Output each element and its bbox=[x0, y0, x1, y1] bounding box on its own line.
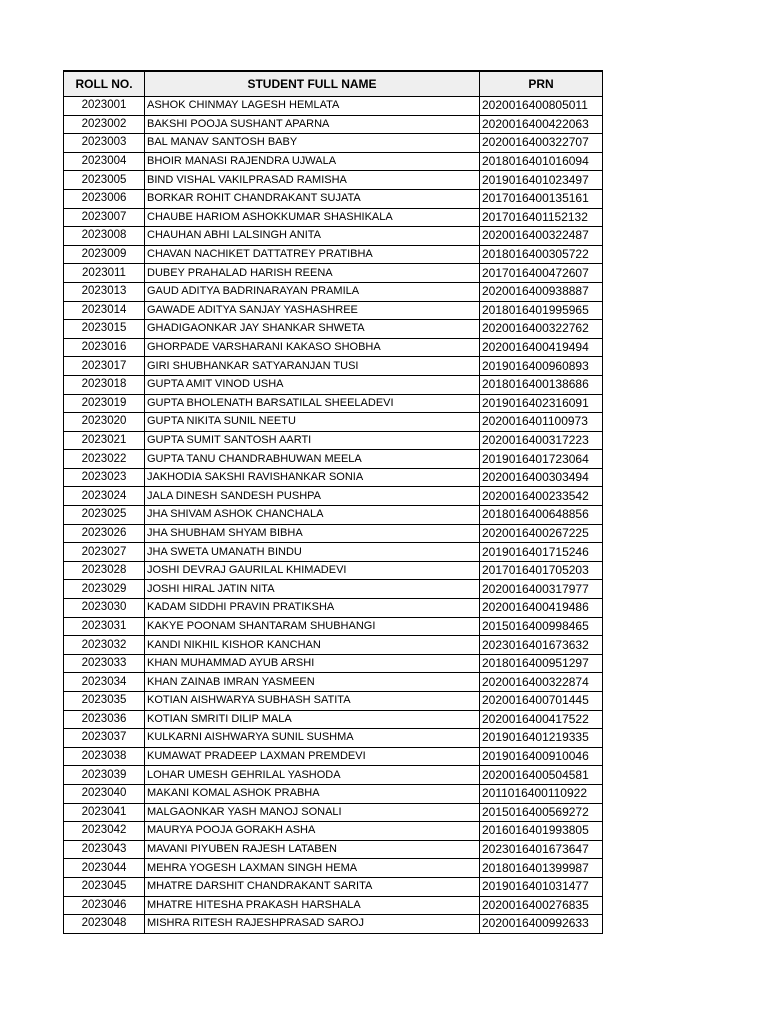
prn-cell: 2017016400135161 bbox=[480, 189, 603, 208]
prn-cell: 2019016401219335 bbox=[480, 729, 603, 748]
student-name-cell: GUPTA TANU CHANDRABHUWAN MEELA bbox=[145, 450, 480, 469]
prn-cell: 2020016400422063 bbox=[480, 115, 603, 134]
student-name-cell: CHAUHAN ABHI LALSINGH ANITA bbox=[145, 227, 480, 246]
table-row bbox=[64, 877, 603, 896]
prn-cell: 2020016400504581 bbox=[480, 766, 603, 785]
roll-no-cell: 2023018 bbox=[64, 375, 145, 394]
prn-cell: 2020016400276835 bbox=[480, 896, 603, 915]
table-row bbox=[64, 784, 603, 803]
roll-no-cell: 2023001 bbox=[64, 97, 145, 116]
roll-no-cell: 2023030 bbox=[64, 599, 145, 618]
table-row bbox=[64, 599, 603, 618]
student-name-cell: DUBEY PRAHALAD HARISH REENA bbox=[145, 264, 480, 283]
student-name-cell: JOSHI HIRAL JATIN NITA bbox=[145, 580, 480, 599]
table-row bbox=[64, 487, 603, 506]
student-name-cell: KHAN ZAINAB IMRAN YASMEEN bbox=[145, 673, 480, 692]
prn-cell: 2018016400648856 bbox=[480, 506, 603, 525]
prn-cell: 2020016400303494 bbox=[480, 468, 603, 487]
prn-cell: 2018016400305722 bbox=[480, 245, 603, 264]
student-name-cell: KOTIAN SMRITI DILIP MALA bbox=[145, 710, 480, 729]
student-name-cell: GUPTA SUMIT SANTOSH AARTI bbox=[145, 431, 480, 450]
table-row bbox=[64, 189, 603, 208]
roll-no-cell: 2023017 bbox=[64, 357, 145, 376]
table-row bbox=[64, 840, 603, 859]
table-row bbox=[64, 431, 603, 450]
table-row bbox=[64, 468, 603, 487]
prn-cell: 2020016400233542 bbox=[480, 487, 603, 506]
student-name-cell: MISHRA RITESH RAJESHPRASAD SAROJ bbox=[145, 915, 480, 934]
prn-cell: 2016016401993805 bbox=[480, 822, 603, 841]
prn-cell: 2020016400322487 bbox=[480, 227, 603, 246]
prn-cell: 2020016400317977 bbox=[480, 580, 603, 599]
table-row bbox=[64, 859, 603, 878]
roll-no-cell: 2023033 bbox=[64, 654, 145, 673]
roll-no-cell: 2023026 bbox=[64, 524, 145, 543]
roll-no-cell: 2023005 bbox=[64, 171, 145, 190]
roll-no-cell: 2023016 bbox=[64, 338, 145, 357]
prn-cell: 2018016401995965 bbox=[480, 301, 603, 320]
roll-no-cell: 2023023 bbox=[64, 468, 145, 487]
student-name-cell: MEHRA YOGESH LAXMAN SINGH HEMA bbox=[145, 859, 480, 878]
table-row bbox=[64, 673, 603, 692]
table-row bbox=[64, 896, 603, 915]
student-name-cell: BIND VISHAL VAKILPRASAD RAMISHA bbox=[145, 171, 480, 190]
table-row bbox=[64, 208, 603, 227]
table-row bbox=[64, 264, 603, 283]
prn-cell: 2015016400998465 bbox=[480, 617, 603, 636]
prn-cell: 2019016401031477 bbox=[480, 877, 603, 896]
header-prn: PRN bbox=[480, 71, 603, 97]
roll-no-cell: 2023028 bbox=[64, 561, 145, 580]
prn-cell: 2018016400951297 bbox=[480, 654, 603, 673]
table-row bbox=[64, 282, 603, 301]
table-row bbox=[64, 729, 603, 748]
student-name-cell: JHA SHUBHAM SHYAM BIBHA bbox=[145, 524, 480, 543]
prn-cell: 2020016400938887 bbox=[480, 282, 603, 301]
table-row bbox=[64, 450, 603, 469]
table-row bbox=[64, 134, 603, 153]
table-row bbox=[64, 413, 603, 432]
prn-cell: 2023016401673647 bbox=[480, 840, 603, 859]
table-row bbox=[64, 375, 603, 394]
roll-no-cell: 2023031 bbox=[64, 617, 145, 636]
table-row bbox=[64, 171, 603, 190]
roll-no-cell: 2023007 bbox=[64, 208, 145, 227]
prn-cell: 2019016401723064 bbox=[480, 450, 603, 469]
roll-no-cell: 2023036 bbox=[64, 710, 145, 729]
prn-cell: 2020016401100973 bbox=[480, 413, 603, 432]
prn-cell: 2020016400419486 bbox=[480, 599, 603, 618]
prn-cell: 2019016402316091 bbox=[480, 394, 603, 413]
student-name-cell: MAVANI PIYUBEN RAJESH LATABEN bbox=[145, 840, 480, 859]
roll-no-cell: 2023003 bbox=[64, 134, 145, 153]
table-row bbox=[64, 543, 603, 562]
roll-no-cell: 2023027 bbox=[64, 543, 145, 562]
roll-no-cell: 2023037 bbox=[64, 729, 145, 748]
student-table bbox=[63, 70, 603, 934]
table-row bbox=[64, 115, 603, 134]
table-row bbox=[64, 245, 603, 264]
roll-no-cell: 2023042 bbox=[64, 822, 145, 841]
roll-no-cell: 2023004 bbox=[64, 152, 145, 171]
student-name-cell: BHOIR MANASI RAJENDRA UJWALA bbox=[145, 152, 480, 171]
header-roll-no: ROLL NO. bbox=[64, 71, 145, 97]
prn-cell: 2020016400322762 bbox=[480, 320, 603, 339]
table-row bbox=[64, 747, 603, 766]
roll-no-cell: 2023032 bbox=[64, 636, 145, 655]
student-name-cell: MHATRE HITESHA PRAKASH HARSHALA bbox=[145, 896, 480, 915]
roll-no-cell: 2023015 bbox=[64, 320, 145, 339]
prn-cell: 2018016400138686 bbox=[480, 375, 603, 394]
student-name-cell: LOHAR UMESH GEHRILAL YASHODA bbox=[145, 766, 480, 785]
student-name-cell: KANDI NIKHIL KISHOR KANCHAN bbox=[145, 636, 480, 655]
student-name-cell: MALGAONKAR YASH MANOJ SONALI bbox=[145, 803, 480, 822]
roll-no-cell: 2023022 bbox=[64, 450, 145, 469]
header-row bbox=[64, 71, 603, 97]
table-row bbox=[64, 301, 603, 320]
roll-no-cell: 2023035 bbox=[64, 692, 145, 711]
student-name-cell: GAUD ADITYA BADRINARAYAN PRAMILA bbox=[145, 282, 480, 301]
roll-no-cell: 2023014 bbox=[64, 301, 145, 320]
roll-no-cell: 2023029 bbox=[64, 580, 145, 599]
prn-cell: 2019016401715246 bbox=[480, 543, 603, 562]
student-name-cell: BAL MANAV SANTOSH BABY bbox=[145, 134, 480, 153]
roll-no-cell: 2023002 bbox=[64, 115, 145, 134]
prn-cell: 2017016401152132 bbox=[480, 208, 603, 227]
roll-no-cell: 2023009 bbox=[64, 245, 145, 264]
roll-no-cell: 2023041 bbox=[64, 803, 145, 822]
prn-cell: 2017016400472607 bbox=[480, 264, 603, 283]
roll-no-cell: 2023019 bbox=[64, 394, 145, 413]
prn-cell: 2020016400322874 bbox=[480, 673, 603, 692]
prn-cell: 2015016400569272 bbox=[480, 803, 603, 822]
prn-cell: 2020016400322707 bbox=[480, 134, 603, 153]
roll-no-cell: 2023045 bbox=[64, 877, 145, 896]
roll-no-cell: 2023048 bbox=[64, 915, 145, 934]
prn-cell: 2019016401023497 bbox=[480, 171, 603, 190]
roll-no-cell: 2023046 bbox=[64, 896, 145, 915]
prn-cell: 2011016400110922 bbox=[480, 784, 603, 803]
student-name-cell: BAKSHI POOJA SUSHANT APARNA bbox=[145, 115, 480, 134]
student-name-cell: GUPTA AMIT VINOD USHA bbox=[145, 375, 480, 394]
roll-no-cell: 2023040 bbox=[64, 784, 145, 803]
student-name-cell: KOTIAN AISHWARYA SUBHASH SATITA bbox=[145, 692, 480, 711]
table-row bbox=[64, 654, 603, 673]
prn-cell: 2020016400419494 bbox=[480, 338, 603, 357]
table-row bbox=[64, 97, 603, 116]
student-name-cell: BORKAR ROHIT CHANDRAKANT SUJATA bbox=[145, 189, 480, 208]
table-row bbox=[64, 320, 603, 339]
roll-no-cell: 2023020 bbox=[64, 413, 145, 432]
prn-cell: 2020016400267225 bbox=[480, 524, 603, 543]
roll-no-cell: 2023039 bbox=[64, 766, 145, 785]
table-row bbox=[64, 338, 603, 357]
table-row bbox=[64, 394, 603, 413]
student-name-cell: KAKYE POONAM SHANTARAM SHUBHANGI bbox=[145, 617, 480, 636]
table-row bbox=[64, 506, 603, 525]
prn-cell: 2019016400910046 bbox=[480, 747, 603, 766]
student-name-cell: CHAVAN NACHIKET DATTATREY PRATIBHA bbox=[145, 245, 480, 264]
student-name-cell: KULKARNI AISHWARYA SUNIL SUSHMA bbox=[145, 729, 480, 748]
table-row bbox=[64, 636, 603, 655]
prn-cell: 2019016400960893 bbox=[480, 357, 603, 376]
prn-cell: 2020016400805011 bbox=[480, 97, 603, 116]
student-name-cell: GHORPADE VARSHARANI KAKASO SHOBHA bbox=[145, 338, 480, 357]
student-name-cell: JHA SWETA UMANATH BINDU bbox=[145, 543, 480, 562]
prn-cell: 2023016401673632 bbox=[480, 636, 603, 655]
table-row bbox=[64, 803, 603, 822]
prn-cell: 2020016400701445 bbox=[480, 692, 603, 711]
student-name-cell: KHAN MUHAMMAD AYUB ARSHI bbox=[145, 654, 480, 673]
table-row bbox=[64, 227, 603, 246]
roll-no-cell: 2023006 bbox=[64, 189, 145, 208]
table-row bbox=[64, 692, 603, 711]
student-name-cell: GHADIGAONKAR JAY SHANKAR SHWETA bbox=[145, 320, 480, 339]
table-row bbox=[64, 580, 603, 599]
table-row bbox=[64, 766, 603, 785]
student-name-cell: KADAM SIDDHI PRAVIN PRATIKSHA bbox=[145, 599, 480, 618]
prn-cell: 2020016400417522 bbox=[480, 710, 603, 729]
student-name-cell: JOSHI DEVRAJ GAURILAL KHIMADEVI bbox=[145, 561, 480, 580]
student-name-cell: JAKHODIA SAKSHI RAVISHANKAR SONIA bbox=[145, 468, 480, 487]
student-name-cell: MAKANI KOMAL ASHOK PRABHA bbox=[145, 784, 480, 803]
roll-no-cell: 2023024 bbox=[64, 487, 145, 506]
prn-cell: 2018016401399987 bbox=[480, 859, 603, 878]
table-row bbox=[64, 822, 603, 841]
student-name-cell: GUPTA BHOLENATH BARSATILAL SHEELADEVI bbox=[145, 394, 480, 413]
student-name-cell: ASHOK CHINMAY LAGESH HEMLATA bbox=[145, 97, 480, 116]
table-row bbox=[64, 357, 603, 376]
roll-no-cell: 2023011 bbox=[64, 264, 145, 283]
table-row bbox=[64, 710, 603, 729]
header-student-full-name: STUDENT FULL NAME bbox=[145, 71, 480, 97]
student-name-cell: MHATRE DARSHIT CHANDRAKANT SARITA bbox=[145, 877, 480, 896]
prn-cell: 2020016400992633 bbox=[480, 915, 603, 934]
student-name-cell: KUMAWAT PRADEEP LAXMAN PREMDEVI bbox=[145, 747, 480, 766]
student-name-cell: MAURYA POOJA GORAKH ASHA bbox=[145, 822, 480, 841]
table-row bbox=[64, 617, 603, 636]
roll-no-cell: 2023034 bbox=[64, 673, 145, 692]
table-row bbox=[64, 915, 603, 934]
prn-cell: 2020016400317223 bbox=[480, 431, 603, 450]
roll-no-cell: 2023025 bbox=[64, 506, 145, 525]
table-row bbox=[64, 152, 603, 171]
student-name-cell: GIRI SHUBHANKAR SATYARANJAN TUSI bbox=[145, 357, 480, 376]
roll-no-cell: 2023013 bbox=[64, 282, 145, 301]
table-row bbox=[64, 524, 603, 543]
roll-no-cell: 2023008 bbox=[64, 227, 145, 246]
student-name-cell: GUPTA NIKITA SUNIL NEETU bbox=[145, 413, 480, 432]
student-name-cell: JHA SHIVAM ASHOK CHANCHALA bbox=[145, 506, 480, 525]
roll-no-cell: 2023021 bbox=[64, 431, 145, 450]
roll-no-cell: 2023038 bbox=[64, 747, 145, 766]
student-name-cell: CHAUBE HARIOM ASHOKKUMAR SHASHIKALA bbox=[145, 208, 480, 227]
table-row bbox=[64, 561, 603, 580]
roll-no-cell: 2023043 bbox=[64, 840, 145, 859]
roll-no-cell: 2023044 bbox=[64, 859, 145, 878]
prn-cell: 2018016401016094 bbox=[480, 152, 603, 171]
student-name-cell: JALA DINESH SANDESH PUSHPA bbox=[145, 487, 480, 506]
student-name-cell: GAWADE ADITYA SANJAY YASHASHREE bbox=[145, 301, 480, 320]
prn-cell: 2017016401705203 bbox=[480, 561, 603, 580]
